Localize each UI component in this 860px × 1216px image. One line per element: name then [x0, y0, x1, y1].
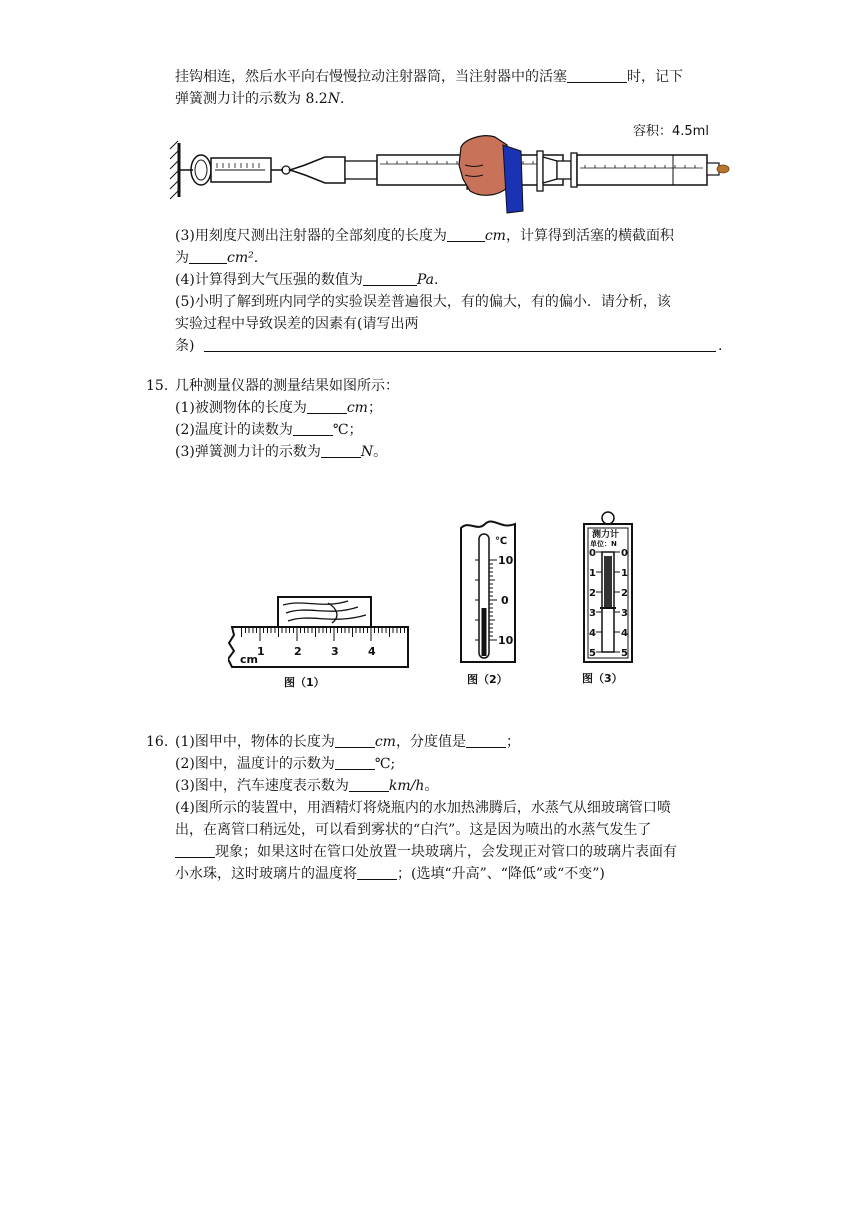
q16-p2-end: ℃; — [374, 756, 396, 772]
q16-p4-text-c: 现象；如果这时在管口处放置一块玻璃片，会发现正对管口的玻璃片表面有 — [215, 844, 677, 860]
thermometer-label-10-bottom: 10 — [498, 634, 514, 647]
ruler-label-2: 2 — [294, 645, 302, 658]
q15-p3-text: (3)弹簧测力计的示数为 — [175, 444, 321, 460]
q16-p1-text: (1)图甲中，物体的长度为 — [175, 734, 335, 750]
q15-stem: 几种测量仪器的测量结果如图所示： — [175, 378, 399, 394]
q16-p4-text-d: 小水珠，这时玻璃片的温度将 — [175, 866, 357, 882]
spring-scale-right-0: 0 — [621, 548, 628, 559]
q16-part4-line3 — [175, 841, 677, 863]
q16-blank-phenomenon[interactable] — [175, 842, 215, 858]
q14-blank-pressure[interactable] — [363, 270, 417, 286]
spring-scale-figure — [576, 510, 640, 690]
spring-scale-left-0: 0 — [589, 548, 596, 559]
ruler-label-3: 3 — [331, 645, 339, 658]
q14-line1-text-end: 时，记下 — [627, 69, 683, 85]
q15-part1 — [175, 397, 382, 419]
spring-scale-right-3: 3 — [621, 608, 628, 619]
ruler-label-1: 1 — [257, 645, 265, 658]
q14-line1-text: 挂钩相连，然后水平向右慢慢拉动注射器筒，当注射器中的活塞 — [175, 69, 567, 85]
q16-part1 — [175, 731, 520, 753]
q16-blank-temperature[interactable] — [335, 754, 375, 770]
q15-part2 — [175, 419, 363, 441]
spring-scale-title: 测力计 — [592, 530, 620, 540]
q14-line2-end: . — [339, 91, 345, 107]
q14-part3-line2 — [175, 247, 258, 269]
q15-p3-end: 。 — [373, 444, 388, 460]
fig1-caption: 图（1） — [284, 676, 325, 689]
q15-unit-cm: cm — [346, 400, 368, 416]
q14-blank-1[interactable] — [567, 67, 627, 83]
q14-part5-line2 — [175, 313, 418, 335]
spring-scale-unit-label: 单位：N — [590, 540, 617, 548]
q15-p2-end: ℃； — [332, 422, 363, 438]
q16-part4-line1: (4)图所示的装置中，用酒精灯将烧瓶内的水加热沸腾后，水蒸气从细玻璃管口喷 — [175, 800, 671, 816]
q14-blank-errors[interactable] — [204, 336, 716, 352]
q14-part5-end: . — [718, 338, 723, 354]
wooden-block — [278, 597, 371, 627]
q16-blank-division[interactable] — [466, 732, 506, 748]
q14-blank-length[interactable] — [447, 226, 485, 242]
thermometer-figure — [455, 520, 523, 690]
q16-p1-end: ； — [505, 734, 520, 750]
q15-part3 — [175, 441, 387, 463]
q15-blank-temperature[interactable] — [293, 420, 333, 436]
q14-unit-cm2: cm² — [227, 250, 254, 266]
q14-p3-text-b: ，计算得到活塞的横截面积 — [505, 228, 674, 244]
q15-unit-n: N — [360, 444, 374, 460]
q16-p3-end: 。 — [424, 778, 439, 794]
q14-part4 — [175, 269, 438, 291]
q16-blank-length[interactable] — [335, 732, 375, 748]
spring-scale-right-2: 2 — [621, 588, 628, 599]
q14-part3-line1 — [175, 225, 674, 247]
spring-scale-horizontal — [180, 155, 290, 185]
q15-blank-force[interactable] — [321, 442, 361, 458]
fig2-caption: 图（2） — [467, 673, 508, 686]
q16-unit-cm: cm — [374, 734, 396, 750]
q14-p4-end: . — [433, 272, 439, 288]
thermometer-liquid — [482, 608, 487, 656]
q15-blank-length[interactable] — [307, 398, 347, 414]
q14-p3-text: (3)用刻度尺测出注射器的全部刻度的长度为 — [175, 228, 447, 244]
q14-unit-pa: Pa — [416, 272, 434, 288]
q14-p3-end: . — [253, 250, 259, 266]
syringe-empty — [537, 151, 729, 191]
thermometer-label-0: 0 — [501, 594, 509, 607]
q16-number: 16. — [146, 734, 169, 750]
q16-blank-glass-temp[interactable] — [357, 864, 397, 880]
q14-p5-text-c: 条) — [175, 338, 195, 354]
q14-line2-text: 弹簧测力计的示数为 8.2 — [175, 91, 328, 107]
q16-p2-text: (2)图中，温度计的示数为 — [175, 756, 335, 772]
q16-part4-line4 — [175, 863, 605, 885]
q16-p3-text: (3)图中，汽车速度表示数为 — [175, 778, 349, 794]
spring-scale-left-3: 3 — [589, 608, 596, 619]
spring-scale-right-5: 5 — [621, 648, 628, 659]
fig3-caption: 图（3） — [582, 672, 623, 685]
q16-part3 — [175, 775, 438, 797]
ruler-unit-label: cm — [240, 653, 258, 666]
spring-scale-left-2: 2 — [589, 588, 596, 599]
spring-scale-right-1: 1 — [621, 568, 628, 579]
q16-p4-text-e: ；(选填“升高”、“降低”或“不变”) — [397, 866, 605, 882]
q16-part2 — [175, 753, 395, 775]
wall — [170, 141, 179, 199]
thermometer-unit: ℃ — [495, 536, 508, 547]
ruler-label-4: 4 — [368, 645, 376, 658]
q16-blank-speed[interactable] — [349, 776, 389, 792]
spring-scale-left-5: 5 — [589, 648, 596, 659]
spring-scale-left-4: 4 — [589, 628, 596, 639]
q16-unit-kmh: km/h — [388, 778, 425, 794]
q14-part5-line3 — [175, 335, 194, 357]
spring-scale-right-4: 4 — [621, 628, 628, 639]
q16-part4-line2: 出，在离管口稍远处，可以看到雾状的“白汽”。这是因为喷出的水蒸气发生了 — [175, 822, 652, 838]
q14-part5-line1 — [175, 291, 671, 313]
q15-p1-end: ； — [367, 400, 382, 416]
q15-p1-text: (1)被测物体的长度为 — [175, 400, 307, 416]
thermometer-label-10-top: 10 — [498, 554, 514, 567]
syringe-apparatus-figure — [165, 115, 735, 220]
q16-p1-text-b: ，分度值是 — [395, 734, 466, 750]
q15-number: 15. — [146, 378, 169, 394]
q14-unit-n: N — [327, 91, 340, 107]
q15-p2-text: (2)温度计的读数为 — [175, 422, 293, 438]
q14-p5-text-b: 实验过程中导致误差的因素有(请写出两 — [175, 316, 419, 332]
q14-unit-cm: cm — [484, 228, 506, 244]
q14-p5-text-a: (5)小明了解到班内同学的实验误差普遍很大，有的偏大，有的偏小．请分析，该 — [175, 294, 671, 310]
q14-line-1 — [175, 66, 683, 88]
spring-scale-indicator — [604, 556, 612, 608]
q14-p4-text: (4)计算得到大气压强的数值为 — [175, 272, 363, 288]
q14-blank-area[interactable] — [189, 248, 227, 264]
capacity-label: 容积：4.5ml — [633, 124, 709, 139]
spring-scale-left-1: 1 — [589, 568, 596, 579]
q14-p3-text-c: 为 — [175, 250, 189, 266]
syringe-with-hand — [290, 136, 563, 213]
ruler-figure — [228, 595, 413, 690]
q14-line-2 — [175, 88, 344, 110]
